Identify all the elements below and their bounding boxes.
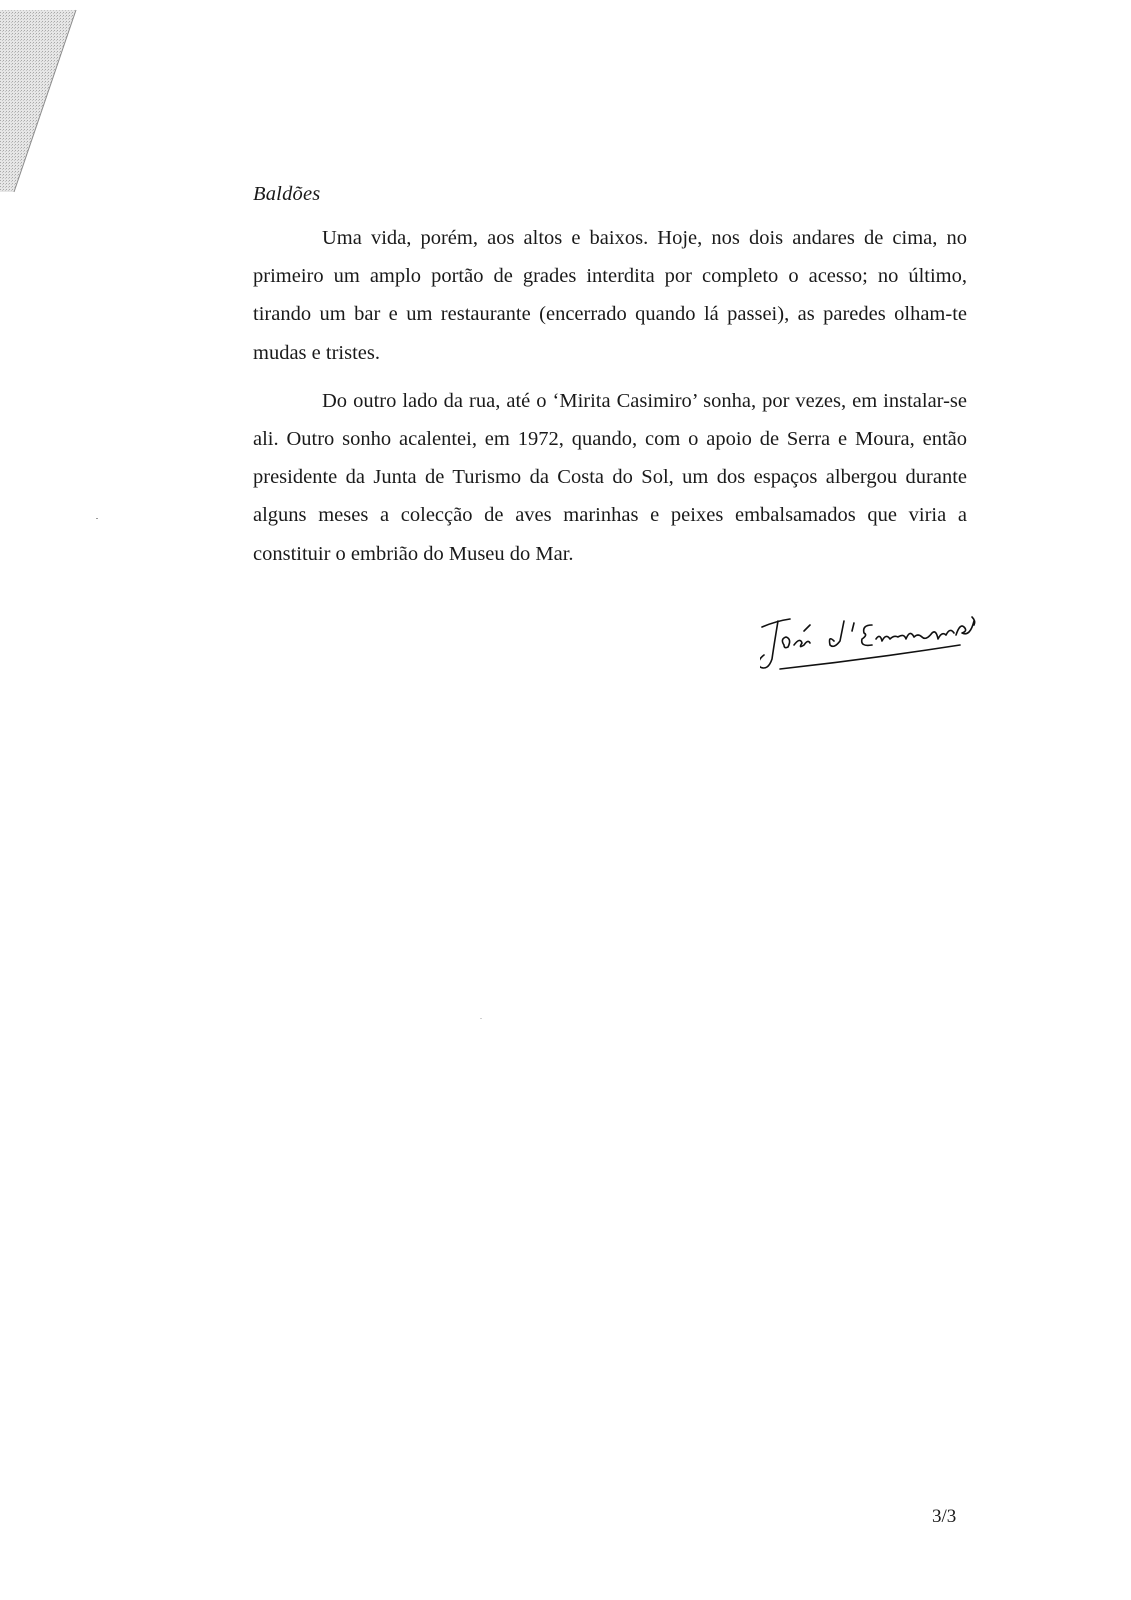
scan-speck [96, 518, 98, 519]
body-text [253, 219, 967, 583]
paragraph: Uma vida, porém, aos altos e baixos. Hoje, nos dois andares de cima, no primeiro um amplo portão de grades interdita por completo o acesso; no último, tirando um bar e um restaurante (encerrado quando lá passei), as paredes olham-te mudas e tristes. [253, 227, 967, 364]
scan-speck [480, 1018, 482, 1019]
handwritten-signature [760, 615, 1000, 715]
page-number: 3/3 [932, 1506, 957, 1527]
scan-corner-shadow [0, 0, 90, 200]
paragraph: Do outro lado da rua, até o ‘Mirita Casimiro’ sonha, por vezes, em instalar-se ali. Outro sonho acalentei, em 1972, quando, com o apoio de Serra e Moura, então presidente da Junta de Turismo da Costa do Sol, um dos espaços albergou durante alguns meses a colecção de aves marinhas e peixes embalsamados que viria a constituir o embrião do Museu do Mar. [253, 389, 967, 565]
section-heading: Baldões [253, 183, 321, 205]
